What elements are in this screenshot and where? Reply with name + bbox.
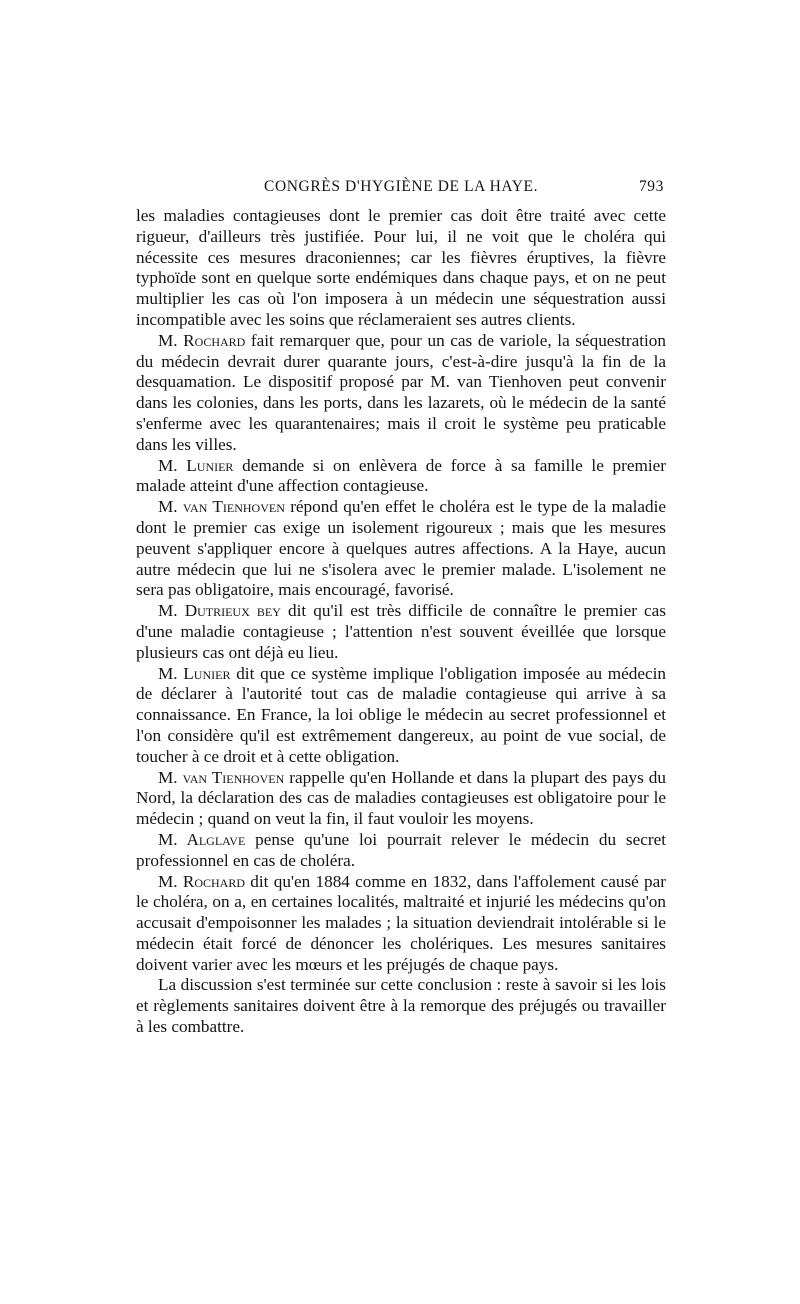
paragraph-lunier-2 <box>136 664 666 768</box>
speaker-name: M. Alglave <box>158 829 246 849</box>
running-head <box>136 178 666 206</box>
paragraph-text: répond qu'en effet le choléra est le type de la maladie dont le premier cas exige un isolement rigoureux ; mais que les mesures peuvent s'appliquer encore à quelques autres affections. A la Haye, aucun autre médecin que lui ne s'isolera avec le premier malade. L'isolement ne sera pas obligatoire, mais encouragé, favorisé. <box>136 497 666 600</box>
page-number: 793 <box>638 178 664 195</box>
speaker-name: M. Lunier <box>158 663 231 683</box>
speaker-name: M. Dutrieux bey <box>158 601 281 621</box>
speaker-name: M. Lunier <box>158 455 234 475</box>
paragraph-van-tienhoven-2 <box>136 768 666 830</box>
paragraph-text: fait remarquer que, pour un cas de variole, la séquestration du médecin devrait durer quarante jours, c'est-à-dire jusqu'à la fin de la desquamation. Le dispositif proposé par M. van Tienhoven peut convenir dans les colonies, dans les ports, dans les lazarets, où le médecin de la santé s'enferme avec les quarantenaires; mais il croit le système peu praticable dans les villes. <box>136 330 666 454</box>
paragraph-text: rappelle qu'en Hollande et dans la plupart des pays du Nord, la déclaration des cas de maladies contagieuses est obligatoire pour le médecin ; quand on veut la fin, il faut vouloir les moyens. <box>136 767 666 829</box>
paragraph-text: les maladies contagieuses dont le premier cas doit être traité avec cette rigueur, d'ailleurs très justifiée. Pour lui, il ne voit que le choléra qui nécessite ces mesures draconiennes; car les fièvres éruptives, la fièvre typhoïde sont en quelque sorte endémiques dans chaque pays, et on ne peut multiplier les cas où l'on imposera à un médecin une séquestration aussi incompatible avec les soins que réclameraient ses autres clients. <box>136 206 666 329</box>
body-text <box>136 206 666 1038</box>
speaker-name: M. van Tienhoven <box>158 497 285 517</box>
paragraph-rochard-1 <box>136 331 666 456</box>
paragraph-dutrieux <box>136 601 666 663</box>
paragraph-text: demande si on enlèvera de force à sa famille le premier malade atteint d'une affection contagieuse. <box>136 455 666 496</box>
paragraph-conclusion <box>136 975 666 1037</box>
speaker-name: M. van Tienhoven <box>158 767 285 787</box>
paragraph-van-tienhoven-1 <box>136 497 666 601</box>
paragraph-lunier-1 <box>136 456 666 498</box>
speaker-name: M. Rochard <box>158 871 246 891</box>
paragraph-text: pense qu'une loi pourrait relever le médecin du secret professionnel en cas de choléra. <box>136 829 667 870</box>
paragraph-text: dit qu'il est très difficile de connaître le premier cas d'une maladie contagieuse ; l'attention n'est souvent éveillée que lorsque plusieurs cas ont déjà eu lieu. <box>136 601 666 662</box>
paragraph-text: La discussion s'est terminée sur cette conclusion : reste à savoir si les lois et règlements sanitaires doivent être à la remorque des préjugés ou travailler à les combattre. <box>136 975 666 1037</box>
book-page <box>136 178 666 1038</box>
paragraph-continuation <box>136 206 666 331</box>
speaker-name: M. Rochard <box>158 330 246 350</box>
paragraph-rochard-2 <box>136 872 666 976</box>
paragraph-text: dit que ce système implique l'obligation imposée au médecin de déclarer à l'autorité tout cas de maladie contagieuse qui arrive à sa connaissance. En France, la loi oblige le médecin au secret professionnel et l'on considère qu'il est extrêmement dangereux, au point de vue social, de toucher à ce droit et à cette obligation. <box>136 663 666 766</box>
paragraph-text: dit qu'en 1884 comme en 1832, dans l'affolement causé par le choléra, on a, en certaines localités, maltraité et injurié les médecins qu'on accusait d'empoisonner les malades ; la situation deviendrait intolérable si le médecin était forcé de dénoncer les cholériques. Les mesures sanitaires doivent varier avec les mœurs et les préjugés de chaque pays. <box>136 871 667 974</box>
paragraph-alglave <box>136 830 666 872</box>
running-title: CONGRÈS D'HYGIÈNE DE LA HAYE. <box>264 178 539 195</box>
